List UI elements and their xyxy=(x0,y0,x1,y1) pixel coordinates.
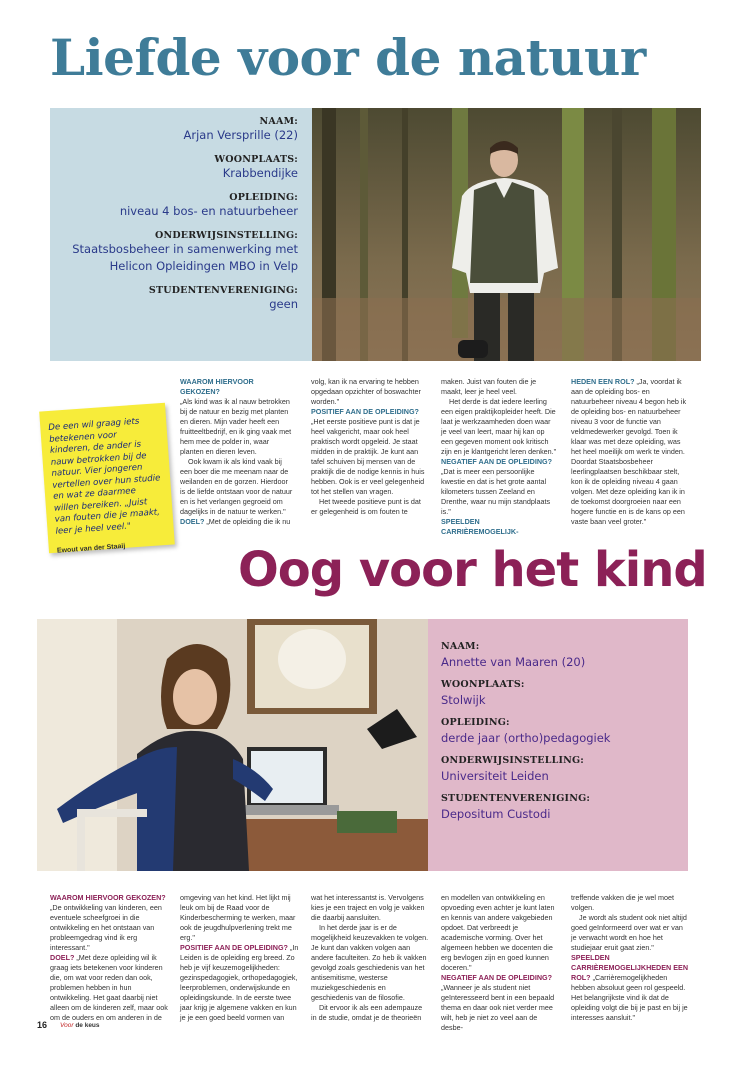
question-heading: POSITIEF AAN DE OPLEIDING? xyxy=(311,407,419,416)
forest-photo-illustration xyxy=(312,108,701,361)
paragraph: „Ja, voordat ik aan de opleiding bos- en natuurbeheer niveau 4 begon heb ik de opleiding bos- en natuurbeheer niveau 3 voor de functie van veldmedewerker gevolgd. Toen ik klaar was met deze opleiding, was het heel moeilijk om werk te vinden. Doordat Staatsbosbeheer leerlingplaatsen beschikbaar stelt, kon ik de opleiding niveau 4 gaan volgen. Met deze opleiding kan ik in de toekomst doorgroeien naar een hogere functie en is de kans op een vaste baan veel groter." xyxy=(571,377,687,526)
profile-value-opleiding: niveau 4 bos- en natuurbeheer xyxy=(119,204,298,218)
paragraph: volg, kan ik na ervaring te hebben opgedaan opzichter of boswachter worden." xyxy=(311,377,421,406)
profile-value-naam: Annette van Maaren (20) xyxy=(441,655,586,669)
article2-column-4 xyxy=(441,893,559,1033)
question-heading: DOEL? xyxy=(180,517,205,526)
article1-column-2 xyxy=(311,377,427,517)
paragraph: Je wordt als student ook niet altijd goed geïnformeerd over wat er van je verwacht wordt en hoe het studiejaar eruit gaat zien." xyxy=(571,913,687,952)
profile-label-onderwijsinstelling: ONDERWIJSINSTELLING: xyxy=(441,755,584,766)
profile-label-naam: NAAM: xyxy=(259,116,298,127)
profile-label-studentenvereniging: STUDENTENVERENIGING: xyxy=(148,285,298,296)
paragraph: „Met deze opleiding wil ik graag iets betekenen voor kinderen die, om wat voor reden dan ook, problemen hebben in hun ontwikkeling. Het gaat daarbij niet alleen om de kinderen zelf, maar ook om de ouders en om anderen in de xyxy=(50,953,168,1022)
profile-label-naam: NAAM: xyxy=(441,641,480,652)
article1-column-1 xyxy=(180,377,294,527)
question-heading: HEDEN EEN ROL? xyxy=(571,377,635,386)
paragraph: maken. Juist van fouten die je maakt, leer je heel veel. xyxy=(441,377,537,396)
paragraph: „De ontwikkeling van kinderen, een eventuele scheefgroei in die ontwikkeling en het ontstaan van probleemgedrag vind ik erg interessant." xyxy=(50,903,162,952)
paragraph: Dit ervoor ik als een adempauze in de studie, omdat je de theorieën xyxy=(311,1003,423,1022)
paragraph: „Met de opleiding die ik nu xyxy=(206,517,291,526)
article2-column-1 xyxy=(50,893,170,1023)
profile-label-woonplaats: WOONPLAATS: xyxy=(441,679,525,690)
student-photo-illustration xyxy=(37,619,428,871)
paragraph: Ook kwam ik als kind vaak bij een boer die me meenam naar de weilanden en de gorzen. Hierdoor is de liefde ontstaan voor de natuur en is het verlangen gegroeid om dagelijks in de natuur te werken." xyxy=(180,457,293,516)
question-heading: SPEELDEN CARRIÈREMOGELIJK- xyxy=(441,517,519,536)
profile-value-onderwijsinstelling-1: Staatsbosbeheer in samenwerking met xyxy=(72,242,298,256)
question-heading: WAAROM HIERVOOR GEKOZEN? xyxy=(50,893,166,902)
article2-column-3 xyxy=(311,893,429,1023)
profile-value-woonplaats: Krabbendijke xyxy=(222,166,298,180)
question-heading: SPEELDEN CARRIÈREMOGELIJKHEDEN EEN ROL? xyxy=(571,953,689,982)
profile-value-onderwijsinstelling: Universiteit Leiden xyxy=(441,769,549,783)
brand-prefix: Voor xyxy=(60,1022,74,1029)
paragraph: omgeving van het kind. Het lijkt mij leuk om bij de Raad voor de Kinderbescherming te werken, maar ook de jeugdhulpverlening trekt me erg." xyxy=(180,893,296,942)
magazine-brand xyxy=(60,1022,100,1029)
article2-profile-box xyxy=(428,619,688,871)
paragraph: „Als kind was ik al nauw betrokken bij de natuur en bezig met planten en dieren. Mijn vader heeft een fruitteeltbedrijf, en ik ging vaak met hem mee de polder in, waar planten en dieren leven. xyxy=(180,397,292,456)
profile-value-opleiding: derde jaar (ortho)pedagogiek xyxy=(441,731,611,745)
profile-label-onderwijsinstelling: ONDERWIJSINSTELLING: xyxy=(155,230,298,241)
article1-column-4 xyxy=(571,377,689,527)
profile-value-naam: Arjan Versprille (22) xyxy=(183,128,298,142)
article2-column-5 xyxy=(571,893,689,1023)
profile-value-studentenvereniging: Depositum Custodi xyxy=(441,807,551,821)
paragraph: wat het interessantst is. Vervolgens kies je een traject en volg je vakken die daarbij aansluiten. xyxy=(311,893,425,922)
profile-label-woonplaats: WOONPLAATS: xyxy=(214,154,298,165)
paragraph: treffende vakken die je wel moet volgen. xyxy=(571,893,674,912)
student-photo xyxy=(37,619,428,871)
forest-photo xyxy=(312,108,701,361)
paragraph: Het derde is dat iedere leerling een eigen praktijkopleider heeft. Die laat je werkzaamheden doen waar je veel van leert, maar hij kan op een gegeven moment ook kritisch zijn en je klantgericht leren denken." xyxy=(441,397,557,456)
question-heading: NEGATIEF AAN DE OPLEIDING? xyxy=(441,457,553,466)
profile-label-opleiding: OPLEIDING: xyxy=(441,717,510,728)
article2-column-2 xyxy=(180,893,300,1023)
paragraph: Het tweede positieve punt is dat er gelegenheid is om fouten te xyxy=(311,497,421,516)
question-heading: DOEL? xyxy=(50,953,75,962)
paragraph: „Carrièremogelijkheden hebben absoluut geen rol gespeeld. Het belangrijkste vind ik dat de opleiding volgt die bij je past en bij je interesses aansluit." xyxy=(571,973,688,1022)
sticky-note-text: De een wil graag iets betekenen voor kinderen, de ander is nauw betrokken bij de natuur. Vier jongeren vertellen over hun studie en wat ze daarmee willen bereiken. „Juist van fouten die je maakt, leer je heel veel." xyxy=(48,416,161,537)
profile-label-studentenvereniging: STUDENTENVERENIGING: xyxy=(441,793,591,804)
paragraph: „Het eerste positieve punt is dat je heel vakgericht, maar ook heel praktisch wordt opgeleid. Je staat midden in de praktijk. Je kunt aan tafel schuiven bij mensen van de praktijk die de nodige kennis in huis hebben. Ook is er veel gelegenheid tot het stellen van vragen. xyxy=(311,417,425,496)
paragraph: en modellen van ontwikkeling en opvoeding even achter je kunt laten en kennis van andere vakgebieden opdoet. Dat verbreedt je academische vorming. Over het algemeen hebben we docenten die erg bevlogen zijn en goed kunnen doceren." xyxy=(441,893,555,972)
article2-title: Oog voor het kind xyxy=(238,542,707,598)
article1-profile-box xyxy=(50,108,312,361)
brand-suffix: de keus xyxy=(75,1022,100,1029)
paragraph: „Wanneer je als student niet geïnteresseerd bent in een bepaald thema en daar ook niet verder mee wilt, heb je niet zo veel aan de desbe- xyxy=(441,983,555,1032)
paragraph: „Dat is meer een persoonlijke kwestie en dat is het grote aantal kilometers tussen Zeeland en Drenthe, waar nu mijn standplaats is." xyxy=(441,467,551,516)
sticky-note xyxy=(39,403,175,553)
paragraph: „In Leiden is de opleiding erg breed. Zo heb je vijf keuzemogelijkheden: gezinspedagogiek, orthopedagogiek, leerproblemen, onderwijskunde en opleidingskunde. In de eerste twee jaar krijg je algemene vakken en kun je je een goed beeld vormen van xyxy=(180,943,299,1022)
question-heading: NEGATIEF AAN DE OPLEIDING? xyxy=(441,973,553,982)
question-heading: WAAROM HIERVOOR GEKOZEN? xyxy=(180,377,254,396)
article1-title: Liefde voor de natuur xyxy=(50,28,646,87)
profile-value-onderwijsinstelling-2: Helicon Opleidingen MBO in Velp xyxy=(109,259,298,273)
profile-label-opleiding: OPLEIDING: xyxy=(229,192,298,203)
question-heading: POSITIEF AAN DE OPLEIDING? xyxy=(180,943,288,952)
profile-value-studentenvereniging: geen xyxy=(269,297,298,311)
paragraph: In het derde jaar is er de mogelijkheid keuzevakken te volgen. Je kunt dan vakken volgen aan andere faculteiten. Zo heb ik vakken gevolgd zoals geschiedenis van het antisemitisme, westerse muziekgeschiedenis en geschiedenis van de filosofie. xyxy=(311,923,429,1002)
article1-column-3 xyxy=(441,377,557,537)
sticky-note-signature: Ewout van der Staaij xyxy=(56,542,126,555)
profile-value-woonplaats: Stolwijk xyxy=(441,693,486,707)
page-number: 16 xyxy=(37,1020,48,1030)
